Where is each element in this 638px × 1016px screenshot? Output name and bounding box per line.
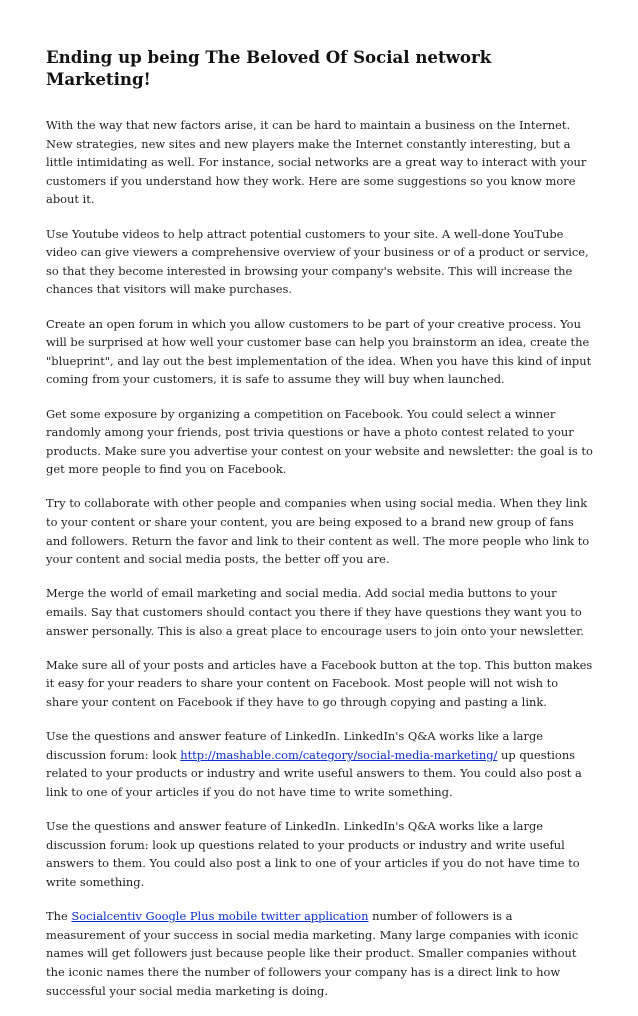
paragraph-8-text-before: Use the questions and answer feature of LinkedIn. LinkedIn's Q&A works like a large discussion forum: look bbox=[46, 729, 544, 762]
paragraph-10-text-before: The bbox=[46, 909, 72, 924]
paragraph-7: Make sure all of your posts and articles have a Facebook button at the top. This button makes it easy for your readers to share your content on Facebook. Most people will not wish to share your content on Facebook if they have to go through copying and pasting a link. bbox=[46, 657, 593, 709]
paragraph-2: Use Youtube videos to help attract potential customers to your site. A well-done YouTube video can give viewers a comprehensive overview of your business or of a product or service, so that they become interested in browsing your company's website. This will increase the chances that visitors will make purchases. bbox=[46, 226, 589, 297]
paragraph-10-text-after: number of followers is a measurement of your success in social media marketing. Many large companies with iconic names will get followers just because people like their product. Smaller companies without the iconic names there the number of followers your company has is a direct link to how successful your social media marketing is doing. bbox=[46, 909, 579, 998]
paragraph-6: Merge the world of email marketing and social media. Add social media buttons to your emails. Say that customers should contact you there if they have questions they want you to answer personally. This is also a great place to encourage users to join onto your newsletter. bbox=[46, 586, 584, 638]
paragraph-5: Try to collaborate with other people and companies when using social media. When they link to your content or share your content, you are being exposed to a brand new group of fans and followers. Return the favor and link to their content as well. The more people who link to your content and social media posts, the better off you are. bbox=[46, 496, 590, 567]
mashable-link[interactable]: http://mashable.com/category/social-media-marketing/ bbox=[180, 747, 498, 762]
paragraph-8 bbox=[46, 727, 594, 801]
paragraph-4: Get some exposure by organizing a competition on Facebook. You could select a winner randomly among your friends, post trivia questions or have a photo contest related to your products. Make sure you advertise your contest on your website and newsletter: the goal is to get more people to find you on Facebook. bbox=[46, 406, 593, 477]
paragraph-3: Create an open forum in which you allow customers to be part of your creative process. You will be surprised at how well your customer base can help you brainstorm an idea, create the "blueprint", and lay out the best implementation of the idea. When you have this kind of input coming from your customers, it is safe to assume they will buy when launched. bbox=[46, 316, 592, 387]
paragraph-8-text-after: up questions related to your products or industry and write useful answers to them. You could also post a link to one of your articles if you do not have time to write something. bbox=[46, 747, 582, 799]
paragraph-10 bbox=[46, 907, 594, 1000]
socialcentiv-link[interactable]: Socialcentiv Google Plus mobile twitter application bbox=[71, 909, 369, 924]
paragraph-1: With the way that new factors arise, it can be hard to maintain a business on the Internet. New strategies, new sites and new players make the Internet constantly interesting, but a little intimidating as well. For instance, social networks are a great way to interact with your customers if you understand how they work. Here are some suggestions so you know more about it. bbox=[46, 118, 587, 207]
paragraph-9: Use the questions and answer feature of LinkedIn. LinkedIn's Q&A works like a large discussion forum: look up questions related to your products or industry and write useful answers to them. You could also post a link to one of your articles if you do not have time to write something. bbox=[46, 819, 580, 889]
document-page bbox=[46, 46, 594, 1016]
document-title: Ending up being The Beloved Of Social network Marketing! bbox=[46, 47, 492, 89]
